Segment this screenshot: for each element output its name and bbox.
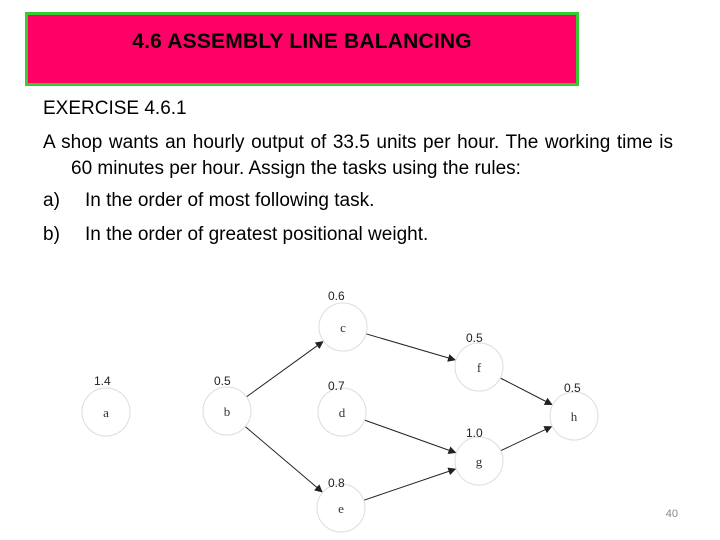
task-time-label: 0.5 [466,331,483,345]
task-time-label: 0.8 [328,476,345,490]
task-time-label: 0.5 [564,381,581,395]
task-node-label: d [338,405,346,420]
slide-title: 4.6 ASSEMBLY LINE BALANCING [132,30,472,53]
edge-g-h [501,427,552,451]
page-number: 40 [665,508,678,520]
task-node-label: h [570,409,578,424]
exercise-heading: EXERCISE 4.6.1 [43,98,187,119]
task-node-b [203,374,251,435]
rule-text: In the order of most following task. [85,190,375,211]
task-node-e [317,476,365,532]
task-node-c [319,289,367,351]
edges-layer [245,334,552,501]
rule-a [43,188,673,214]
task-time-label: 1.0 [466,426,483,440]
task-node-label: g [475,454,483,469]
edge-b-e [245,427,322,492]
rule-b [43,222,673,248]
rule-marker: b) [43,224,60,245]
task-node-d [318,379,366,436]
task-node-label: b [223,404,231,419]
edge-c-f [366,334,455,360]
edge-f-h [500,378,552,405]
exercise-content [43,96,673,256]
edge-e-g [364,469,456,500]
task-node-label: f [476,360,482,375]
task-time-label: 0.7 [328,379,345,393]
task-node-label: c [340,320,346,335]
rule-text: In the order of greatest positional weight. [85,224,429,245]
task-node-a [82,374,130,436]
problem-statement: A shop wants an hourly output of 33.5 units per hour. The working time is 60 minutes per hour. Assign the tasks using the rules: [43,132,673,179]
task-node-label: e [338,501,344,516]
task-time-label: 0.5 [214,374,231,388]
task-time-label: 0.6 [328,289,345,303]
title-banner [25,12,579,86]
task-node-label: a [103,405,109,420]
nodes-layer [82,289,598,532]
rule-marker: a) [43,190,60,211]
task-node-h [550,381,598,440]
edge-b-c [246,342,322,397]
task-time-label: 1.4 [94,374,111,388]
task-node-f [455,331,503,391]
edge-d-g [365,420,456,453]
task-node-g [455,426,503,485]
